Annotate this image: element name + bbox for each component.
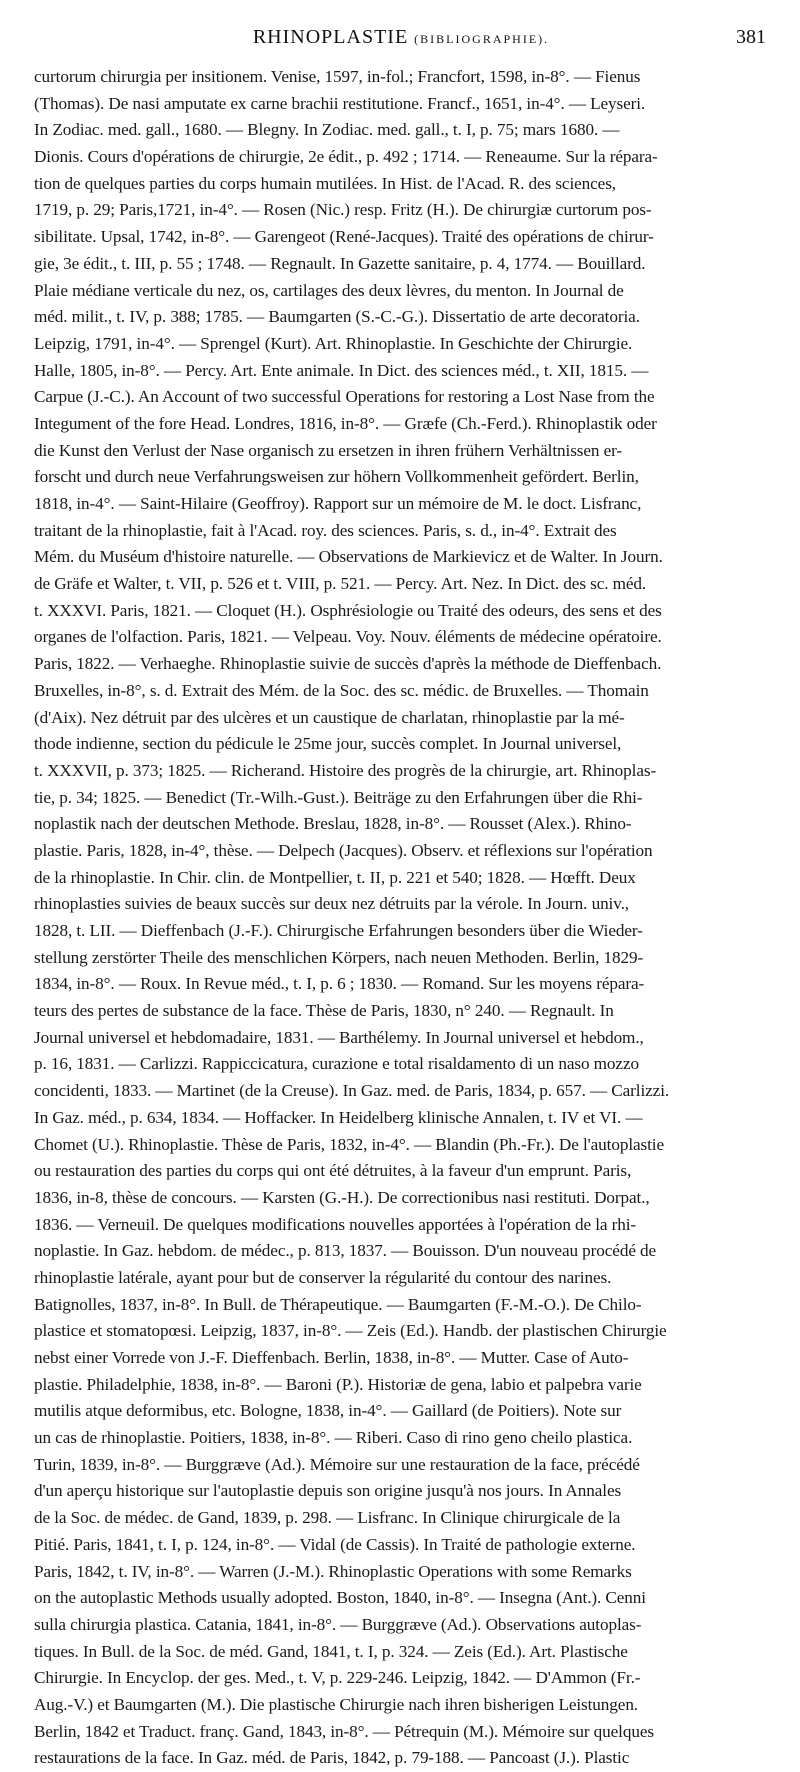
text-line: de la Soc. de médec. de Gand, 1839, p. 298. — Lisfranc. In Clinique chirurgicale de la [34,1508,621,1528]
text-line: Halle, 1805, in-8°. — Percy. Art. Ente animale. In Dict. des sciences méd., t. XII, 1815. — [34,360,649,380]
text-line: Paris, 1822. — Verhaeghe. Rhinoplastie suivie de succès d'après la méthode de Dieffenbach. [34,654,662,674]
text-line: thode indienne, section du pédicule le 25me jour, succès complet. In Journal universel, [34,734,622,754]
text-line: Bruxelles, in-8°, s. d. Extrait des Mém. de la Soc. des sc. médic. de Bruxelles. — Thomain [34,680,649,700]
text-line: die Kunst den Verlust der Nase organisch zu ersetzen in ihren frühern Verhältnissen er- [34,440,623,460]
text-line: stellung zerstörter Theile des menschlichen Körpers, nach neuen Methoden. Berlin, 1829- [34,947,644,967]
text-line: 1828, t. LII. — Dieffenbach (J.-F.). Chirurgische Erfahrungen besonders über die Wieder- [34,921,643,940]
text-line: de la rhinoplastie. In Chir. clin. de Montpellier, t. II, p. 221 et 540; 1828. — Hœfft. Deux [34,867,636,887]
text-line: plastice et stomatopœsi. Leipzig, 1837, in-8°. — Zeis (Ed.). Handb. der plastischen Chirurgie [34,1321,667,1341]
text-line: plastie. Philadelphie, 1838, in-8°. — Baroni (P.). Historiæ de gena, labio et palpebra varie [34,1374,642,1394]
text-line: t. XXXVI. Paris, 1821. — Cloquet (H.). Osphrésiologie ou Traité des odeurs, des sens et des [34,600,662,620]
text-line: sibilitate. Upsal, 1742, in-8°. — Garengeot (René-Jacques). Traité des opérations de chirur- [34,227,654,247]
text-line: Berlin, 1842 et Traduct. franç. Gand, 1843, in-8°. — Pétrequin (M.). Mémoire sur quelques [34,1721,654,1741]
text-line: 1818, in-4°. — Saint-Hilaire (Geoffroy). Rapport sur un mémoire de M. le doct. Lisfranc, [34,494,642,513]
text-line: méd. milit., t. IV, p. 388; 1785. — Baumgarten (S.-C.-G.). Dissertatio de arte decoratoria. [34,307,640,327]
text-line: noplastie. In Gaz. hebdom. de médec., p. 813, 1837. — Bouisson. D'un nouveau procédé de [34,1241,657,1261]
text-line: tiques. In Bull. de la Soc. de méd. Gand, 1841, t. I, p. 324. — Zeis (Ed.). Art. Plastische [34,1641,628,1661]
text-line: Paris, 1842, t. IV, in-8°. — Warren (J.-M.). Rhinoplastic Operations with some Remarks [34,1561,632,1581]
text-line: Integument of the fore Head. Londres, 1816, in-8°. — Græfe (Ch.-Ferd.). Rhinoplastik oder [34,413,657,433]
text-line: Chirurgie. In Encyclop. der ges. Med., t. V, p. 229-246. Leipzig, 1842. — D'Ammon (Fr.- [34,1668,641,1688]
text-line: gie, 3e édit., t. III, p. 55 ; 1748. — Regnault. In Gazette sanitaire, p. 4, 1774. — Bouillard. [34,253,646,273]
text-line: organes de l'olfaction. Paris, 1821. — Velpeau. Voy. Nouv. éléments de médecine opératoire. [34,627,662,647]
text-line: (d'Aix). Nez détruit par des ulcères et un caustique de charlatan, rhinoplastie par la mé- [34,707,625,727]
text-line: ou restauration des parties du corps qui ont été détruites, à la faveur d'un emprunt. Paris, [34,1161,632,1181]
page-header [34,26,768,54]
text-line: Batignolles, 1837, in-8°. In Bull. de Thérapeutique. — Baumgarten (F.-M.-O.). De Chilo- [34,1294,642,1314]
text-line: nebst einer Vorrede von J.-F. Dieffenbach. Berlin, 1838, in-8°. — Mutter. Case of Auto- [34,1348,629,1367]
text-line: tie, p. 34; 1825. — Benedict (Tr.-Wilh.-Gust.). Beiträge zu den Erfahrungen über die Rhi- [34,787,643,807]
text-line: 1836. — Verneuil. De quelques modifications nouvelles apportées à l'opération de la rhi- [34,1214,637,1234]
text-line: Journal universel et hebdomadaire, 1831. — Barthélemy. In Journal universel et hebdom., [34,1027,644,1047]
page-number: 381 [736,26,766,48]
text-line: sulla chirurgia plastica. Catania, 1841, in-8°. — Burggræve (Ad.). Observations autoplas- [34,1614,642,1634]
text-line: Plaie médiane verticale du nez, os, cartilages des deux lèvres, du menton. In Journal de [34,280,624,300]
text-line: Dionis. Cours d'opérations de chirurgie, 2e édit., p. 492 ; 1714. — Reneaume. Sur la répara- [34,147,658,167]
text-line: Carpue (J.-C.). An Account of two successful Operations for restoring a Lost Nase from the [34,387,655,407]
text-line: un cas de rhinoplastie. Poitiers, 1838, in-8°. — Riberi. Caso di rino geno cheilo plastica. [34,1428,633,1448]
text-line: traitant de la rhinoplastie, fait à l'Acad. roy. des sciences. Paris, s. d., in-4°. Extrait des [34,520,617,540]
text-line: In Gaz. méd., p. 634, 1834. — Hoffacker. In Heidelberg klinische Annalen, t. IV et VI. — [34,1107,643,1127]
text-line: Chomet (U.). Rhinoplastie. Thèse de Paris, 1832, in-4°. — Blandin (Ph.-Fr.). De l'autoplastie [34,1134,665,1154]
text-line: Aug.-V.) et Baumgarten (M.). Die plastische Chirurgie nach ihren bisherigen Leistungen. [34,1694,639,1714]
header-title: RHINOPLASTIE [252,26,409,48]
text-line: p. 16, 1831. — Carlizzi. Rappiccicatura, curazione e total risaldamento di un naso mozzo [34,1054,639,1074]
text-line: d'un aperçu historique sur l'autoplastie depuis son origine jusqu'à nos jours. In Annales [34,1481,622,1501]
text-line: tion de quelques parties du corps humain mutilées. In Hist. de l'Acad. R. des sciences, [34,173,616,193]
header-subtitle: (BIBLIOGRAPHIE). [414,32,550,46]
text-line: 1836, in-8, thèse de concours. — Karsten (G.-H.). De correctionibus nasi restituti. Dorpat., [34,1187,650,1207]
text-line: plastie. Paris, 1828, in-4°, thèse. — Delpech (Jacques). Observ. et réflexions sur l'opération [34,840,653,860]
text-line: forscht und durch neue Verfahrungsweisen zur höhern Vollkommenheit gefördert. Berlin, [34,467,639,487]
text-line: teurs des pertes de substance de la face. Thèse de Paris, 1830, n° 240. — Regnault. In [34,1001,614,1021]
text-line: Leipzig, 1791, in-4°. — Sprengel (Kurt). Art. Rhinoplastie. In Geschichte der Chirurgie. [34,333,633,353]
text-line: restaurations de la face. In Gaz. méd. de Paris, 1842, p. 79-188. — Pancoast (J.). Plastic [34,1748,630,1768]
text-line: rhinoplastie latérale, ayant pour but de conserver la régularité du contour des narines. [34,1267,612,1287]
text-line: t. XXXVII, p. 373; 1825. — Richerand. Histoire des progrès de la chirurgie, art. Rhinoplas- [34,760,657,780]
text-line: Mém. du Muséum d'histoire naturelle. — Observations de Markievicz et de Walter. In Journ. [34,547,663,567]
text-line: de Gräfe et Walter, t. VII, p. 526 et t. VIII, p. 521. — Percy. Art. Nez. In Dict. des sc. méd. [34,574,647,594]
text-line: Turin, 1839, in-8°. — Burggræve (Ad.). Mémoire sur une restauration de la face, précédé [34,1454,640,1474]
text-line: on the autoplastic Methods usually adopted. Boston, 1840, in-8°. — Insegna (Ant.). Cenni [34,1588,646,1608]
text-line: 1834, in-8°. — Roux. In Revue méd., t. I, p. 6 ; 1830. — Romand. Sur les moyens répara- [34,974,645,994]
bibliography-text [34,64,768,1772]
text-line: mutilis atque deformibus, etc. Bologne, 1838, in-4°. — Gaillard (de Poitiers). Note sur [34,1401,622,1421]
text-line: (Thomas). De nasi amputate ex carne brachii restitutione. Francf., 1651, in-4°. — Leyseri. [34,93,646,113]
text-line: concidenti, 1833. — Martinet (de la Creuse). In Gaz. med. de Paris, 1834, p. 657. — Carlizzi. [34,1081,670,1101]
text-line: noplastik nach der deutschen Methode. Breslau, 1828, in-8°. — Rousset (Alex.). Rhino- [34,814,632,834]
text-line: curtorum chirurgia per insitionem. Venise, 1597, in-fol.; Francfort, 1598, in-8°. — Fienus [34,67,641,86]
running-title [34,26,768,49]
text-line: In Zodiac. med. gall., 1680. — Blegny. In Zodiac. med. gall., t. I, p. 75; mars 1680. — [34,120,620,140]
text-line: Pitié. Paris, 1841, t. I, p. 124, in-8°. — Vidal (de Cassis). In Traité de pathologie externe. [34,1534,636,1554]
text-line: 1719, p. 29; Paris,1721, in-4°. — Rosen (Nic.) resp. Fritz (H.). De chirurgiæ curtorum pos- [34,200,652,220]
text-line: rhinoplasties suivies de beaux succès sur deux nez détruits par la vérole. In Journ. univ., [34,894,630,914]
